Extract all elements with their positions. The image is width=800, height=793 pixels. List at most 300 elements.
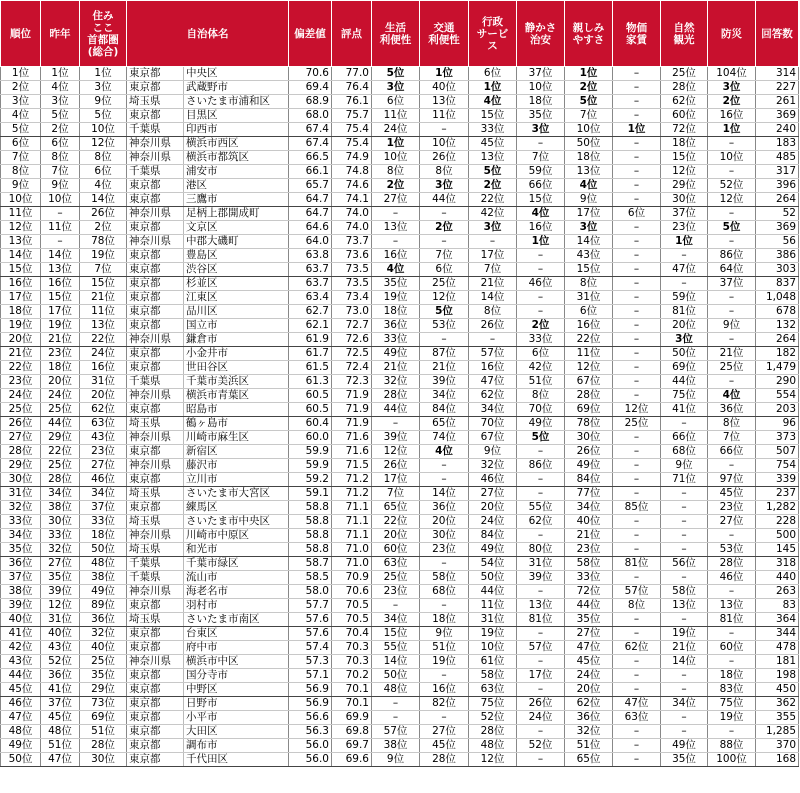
- cell-quiet-safety: 6位: [517, 347, 565, 361]
- cell-respondents: 500: [756, 529, 799, 543]
- cell-friendliness: 45位: [565, 655, 613, 669]
- cell-deviation: 58.7: [289, 557, 332, 571]
- cell-price-rent: –: [613, 571, 661, 585]
- cell-nature-tourism: –: [661, 515, 708, 529]
- cell-rank: 35位: [1, 543, 41, 557]
- cell-admin-service: 3位: [469, 221, 517, 235]
- cell-municipality-name: 豊島区: [184, 249, 289, 263]
- cell-nature-tourism: 1位: [661, 235, 708, 249]
- cell-friendliness: 43位: [565, 249, 613, 263]
- cell-quiet-safety: –: [517, 627, 565, 641]
- cell-respondents: 264: [756, 333, 799, 347]
- cell-admin-service: 44位: [469, 585, 517, 599]
- cell-score: 70.5: [332, 613, 372, 627]
- cell-admin-service: 9位: [469, 445, 517, 459]
- cell-nature-tourism: 13位: [661, 599, 708, 613]
- cell-living-convenience: 13位: [372, 221, 420, 235]
- cell-transport-convenience: 53位: [420, 319, 469, 333]
- cell-disaster-prevention: –: [708, 375, 756, 389]
- cell-transport-convenience: –: [420, 459, 469, 473]
- cell-transport-convenience: 13位: [420, 95, 469, 109]
- cell-living-convenience: 36位: [372, 319, 420, 333]
- cell-price-rent: –: [613, 291, 661, 305]
- cell-price-rent: –: [613, 669, 661, 683]
- cell-respondents: 203: [756, 403, 799, 417]
- cell-respondents: 1,048: [756, 291, 799, 305]
- cell-score: 72.6: [332, 333, 372, 347]
- header-last-year: 昨年: [41, 1, 80, 67]
- cell-transport-convenience: 45位: [420, 739, 469, 753]
- cell-living-convenience: 21位: [372, 361, 420, 375]
- cell-quiet-safety: 81位: [517, 613, 565, 627]
- cell-score: 74.1: [332, 193, 372, 207]
- cell-disaster-prevention: 60位: [708, 641, 756, 655]
- cell-deviation: 68.0: [289, 109, 332, 123]
- cell-sumikoko-rank: 29位: [80, 683, 127, 697]
- cell-price-rent: 8位: [613, 599, 661, 613]
- cell-score: 73.7: [332, 235, 372, 249]
- cell-rank: 30位: [1, 473, 41, 487]
- cell-admin-service: 26位: [469, 319, 517, 333]
- cell-admin-service: 14位: [469, 291, 517, 305]
- cell-deviation: 57.6: [289, 613, 332, 627]
- cell-living-convenience: –: [372, 235, 420, 249]
- table-row: [1, 655, 799, 669]
- cell-sumikoko-rank: 19位: [80, 249, 127, 263]
- cell-admin-service: 5位: [469, 165, 517, 179]
- cell-price-rent: –: [613, 725, 661, 739]
- cell-price-rent: –: [613, 137, 661, 151]
- cell-nature-tourism: 25位: [661, 67, 708, 81]
- cell-nature-tourism: 9位: [661, 459, 708, 473]
- cell-disaster-prevention: 37位: [708, 277, 756, 291]
- cell-prefecture: 千葉県: [127, 123, 184, 137]
- table-row: [1, 445, 799, 459]
- cell-transport-convenience: 12位: [420, 291, 469, 305]
- cell-transport-convenience: 9位: [420, 627, 469, 641]
- cell-friendliness: 26位: [565, 445, 613, 459]
- cell-price-rent: –: [613, 431, 661, 445]
- cell-admin-service: 63位: [469, 683, 517, 697]
- cell-rank: 6位: [1, 137, 41, 151]
- cell-deviation: 64.7: [289, 207, 332, 221]
- table-row: [1, 669, 799, 683]
- cell-admin-service: 50位: [469, 571, 517, 585]
- cell-price-rent: 85位: [613, 501, 661, 515]
- cell-nature-tourism: –: [661, 613, 708, 627]
- cell-price-rent: 1位: [613, 123, 661, 137]
- cell-admin-service: 7位: [469, 263, 517, 277]
- cell-transport-convenience: 87位: [420, 347, 469, 361]
- cell-sumikoko-rank: 63位: [80, 417, 127, 431]
- cell-respondents: 485: [756, 151, 799, 165]
- cell-prefecture: 神奈川県: [127, 207, 184, 221]
- cell-price-rent: –: [613, 319, 661, 333]
- cell-quiet-safety: 3位: [517, 123, 565, 137]
- cell-friendliness: 23位: [565, 543, 613, 557]
- cell-price-rent: –: [613, 333, 661, 347]
- cell-price-rent: –: [613, 627, 661, 641]
- cell-respondents: 1,285: [756, 725, 799, 739]
- cell-respondents: 228: [756, 515, 799, 529]
- cell-living-convenience: 10位: [372, 151, 420, 165]
- cell-transport-convenience: 11位: [420, 109, 469, 123]
- cell-municipality-name: 新宿区: [184, 445, 289, 459]
- cell-sumikoko-rank: 15位: [80, 277, 127, 291]
- cell-score: 71.2: [332, 487, 372, 501]
- cell-nature-tourism: –: [661, 725, 708, 739]
- table-row: [1, 711, 799, 725]
- table-row: [1, 697, 799, 711]
- cell-score: 76.4: [332, 81, 372, 95]
- cell-sumikoko-rank: 23位: [80, 445, 127, 459]
- cell-admin-service: 62位: [469, 389, 517, 403]
- cell-respondents: 198: [756, 669, 799, 683]
- cell-rank: 19位: [1, 319, 41, 333]
- cell-score: 74.6: [332, 179, 372, 193]
- cell-admin-service: 24位: [469, 515, 517, 529]
- cell-score: 74.0: [332, 207, 372, 221]
- cell-rank: 25位: [1, 403, 41, 417]
- table-row: [1, 515, 799, 529]
- cell-respondents: 318: [756, 557, 799, 571]
- cell-quiet-safety: 16位: [517, 221, 565, 235]
- cell-respondents: 369: [756, 221, 799, 235]
- cell-municipality-name: 渋谷区: [184, 263, 289, 277]
- cell-municipality-name: 羽村市: [184, 599, 289, 613]
- cell-last-year: 3位: [41, 95, 80, 109]
- cell-prefecture: 東京都: [127, 753, 184, 767]
- cell-sumikoko-rank: 48位: [80, 557, 127, 571]
- cell-transport-convenience: 27位: [420, 725, 469, 739]
- cell-living-convenience: 3位: [372, 81, 420, 95]
- cell-transport-convenience: –: [420, 599, 469, 613]
- cell-friendliness: 47位: [565, 641, 613, 655]
- cell-living-convenience: 20位: [372, 529, 420, 543]
- cell-deviation: 64.7: [289, 193, 332, 207]
- cell-sumikoko-rank: 49位: [80, 585, 127, 599]
- cell-respondents: 1,479: [756, 361, 799, 375]
- cell-living-convenience: 26位: [372, 459, 420, 473]
- cell-respondents: 450: [756, 683, 799, 697]
- cell-score: 71.1: [332, 501, 372, 515]
- cell-score: 72.5: [332, 347, 372, 361]
- cell-nature-tourism: –: [661, 571, 708, 585]
- cell-prefecture: 埼玉県: [127, 487, 184, 501]
- cell-prefecture: 神奈川県: [127, 333, 184, 347]
- cell-quiet-safety: 10位: [517, 81, 565, 95]
- cell-rank: 41位: [1, 627, 41, 641]
- header-respondents: 回答数: [756, 1, 799, 67]
- cell-admin-service: 1位: [469, 81, 517, 95]
- cell-sumikoko-rank: 46位: [80, 473, 127, 487]
- cell-deviation: 63.7: [289, 263, 332, 277]
- cell-respondents: 83: [756, 599, 799, 613]
- cell-transport-convenience: –: [420, 123, 469, 137]
- cell-municipality-name: 府中市: [184, 641, 289, 655]
- cell-admin-service: 12位: [469, 753, 517, 767]
- cell-friendliness: 6位: [565, 305, 613, 319]
- cell-sumikoko-rank: 51位: [80, 725, 127, 739]
- cell-rank: 4位: [1, 109, 41, 123]
- cell-prefecture: 東京都: [127, 445, 184, 459]
- cell-price-rent: –: [613, 151, 661, 165]
- cell-score: 77.0: [332, 67, 372, 81]
- cell-sumikoko-rank: 36位: [80, 613, 127, 627]
- cell-quiet-safety: 59位: [517, 165, 565, 179]
- cell-last-year: 45位: [41, 711, 80, 725]
- cell-score: 70.5: [332, 599, 372, 613]
- cell-nature-tourism: 19位: [661, 627, 708, 641]
- cell-transport-convenience: 25位: [420, 277, 469, 291]
- table-row: [1, 319, 799, 333]
- cell-living-convenience: 8位: [372, 165, 420, 179]
- cell-quiet-safety: –: [517, 263, 565, 277]
- cell-rank: 31位: [1, 487, 41, 501]
- cell-sumikoko-rank: 1位: [80, 67, 127, 81]
- cell-transport-convenience: –: [420, 669, 469, 683]
- cell-quiet-safety: 52位: [517, 739, 565, 753]
- cell-friendliness: 18位: [565, 151, 613, 165]
- cell-price-rent: –: [613, 459, 661, 473]
- cell-sumikoko-rank: 32位: [80, 627, 127, 641]
- cell-disaster-prevention: –: [708, 655, 756, 669]
- cell-price-rent: –: [613, 753, 661, 767]
- cell-prefecture: 東京都: [127, 221, 184, 235]
- cell-sumikoko-rank: 24位: [80, 347, 127, 361]
- cell-deviation: 59.2: [289, 473, 332, 487]
- table-row: [1, 67, 799, 81]
- cell-friendliness: 14位: [565, 235, 613, 249]
- cell-respondents: 554: [756, 389, 799, 403]
- cell-price-rent: –: [613, 81, 661, 95]
- cell-municipality-name: さいたま市南区: [184, 613, 289, 627]
- cell-friendliness: 16位: [565, 319, 613, 333]
- cell-score: 70.6: [332, 585, 372, 599]
- cell-disaster-prevention: 4位: [708, 389, 756, 403]
- cell-last-year: 35位: [41, 571, 80, 585]
- cell-prefecture: 千葉県: [127, 375, 184, 389]
- cell-sumikoko-rank: 14位: [80, 193, 127, 207]
- header-quiet-safety: 静かさ 治安: [517, 1, 565, 67]
- cell-prefecture: 東京都: [127, 109, 184, 123]
- cell-rank: 21位: [1, 347, 41, 361]
- cell-score: 70.3: [332, 641, 372, 655]
- cell-admin-service: 13位: [469, 151, 517, 165]
- cell-quiet-safety: –: [517, 753, 565, 767]
- cell-last-year: 36位: [41, 669, 80, 683]
- cell-price-rent: –: [613, 613, 661, 627]
- cell-prefecture: 神奈川県: [127, 137, 184, 151]
- cell-friendliness: 2位: [565, 81, 613, 95]
- cell-transport-convenience: 2位: [420, 221, 469, 235]
- cell-sumikoko-rank: 62位: [80, 403, 127, 417]
- cell-price-rent: –: [613, 375, 661, 389]
- cell-deviation: 58.8: [289, 543, 332, 557]
- cell-nature-tourism: 41位: [661, 403, 708, 417]
- cell-last-year: 29位: [41, 431, 80, 445]
- cell-score: 73.4: [332, 291, 372, 305]
- cell-price-rent: –: [613, 305, 661, 319]
- cell-municipality-name: 小金井市: [184, 347, 289, 361]
- cell-nature-tourism: –: [661, 669, 708, 683]
- cell-rank: 7位: [1, 151, 41, 165]
- cell-score: 71.6: [332, 431, 372, 445]
- cell-score: 73.0: [332, 305, 372, 319]
- cell-transport-convenience: –: [420, 207, 469, 221]
- cell-rank: 32位: [1, 501, 41, 515]
- cell-living-convenience: 44位: [372, 403, 420, 417]
- cell-deviation: 64.6: [289, 221, 332, 235]
- cell-friendliness: 72位: [565, 585, 613, 599]
- cell-score: 70.3: [332, 655, 372, 669]
- cell-admin-service: 4位: [469, 95, 517, 109]
- cell-living-convenience: 60位: [372, 543, 420, 557]
- cell-quiet-safety: 13位: [517, 599, 565, 613]
- cell-rank: 20位: [1, 333, 41, 347]
- cell-admin-service: 47位: [469, 375, 517, 389]
- table-row: [1, 81, 799, 95]
- cell-price-rent: 63位: [613, 711, 661, 725]
- cell-admin-service: –: [469, 235, 517, 249]
- cell-prefecture: 東京都: [127, 305, 184, 319]
- cell-municipality-name: 武蔵野市: [184, 81, 289, 95]
- cell-deviation: 56.0: [289, 753, 332, 767]
- cell-friendliness: 31位: [565, 291, 613, 305]
- cell-friendliness: 62位: [565, 697, 613, 711]
- cell-nature-tourism: 62位: [661, 95, 708, 109]
- cell-quiet-safety: 18位: [517, 95, 565, 109]
- cell-admin-service: 31位: [469, 613, 517, 627]
- cell-score: 74.0: [332, 221, 372, 235]
- cell-sumikoko-rank: 31位: [80, 375, 127, 389]
- cell-prefecture: 東京都: [127, 361, 184, 375]
- cell-living-convenience: 6位: [372, 95, 420, 109]
- cell-quiet-safety: 57位: [517, 641, 565, 655]
- cell-friendliness: 77位: [565, 487, 613, 501]
- cell-living-convenience: 48位: [372, 683, 420, 697]
- cell-transport-convenience: 1位: [420, 67, 469, 81]
- table-row: [1, 585, 799, 599]
- table-row: [1, 179, 799, 193]
- cell-municipality-name: 鎌倉市: [184, 333, 289, 347]
- cell-last-year: 19位: [41, 319, 80, 333]
- cell-municipality-name: 国分寺市: [184, 669, 289, 683]
- header-rank: 順位: [1, 1, 41, 67]
- cell-transport-convenience: 14位: [420, 487, 469, 501]
- cell-admin-service: 84位: [469, 529, 517, 543]
- cell-respondents: 240: [756, 123, 799, 137]
- table-row: [1, 375, 799, 389]
- cell-last-year: –: [41, 207, 80, 221]
- cell-friendliness: 10位: [565, 123, 613, 137]
- cell-friendliness: 51位: [565, 739, 613, 753]
- cell-price-rent: –: [613, 165, 661, 179]
- cell-sumikoko-rank: 38位: [80, 571, 127, 585]
- cell-transport-convenience: –: [420, 711, 469, 725]
- cell-deviation: 63.4: [289, 291, 332, 305]
- cell-municipality-name: 練馬区: [184, 501, 289, 515]
- cell-prefecture: 千葉県: [127, 165, 184, 179]
- cell-quiet-safety: 49位: [517, 417, 565, 431]
- cell-transport-convenience: 20位: [420, 515, 469, 529]
- cell-disaster-prevention: –: [708, 207, 756, 221]
- cell-admin-service: 32位: [469, 459, 517, 473]
- cell-transport-convenience: 4位: [420, 445, 469, 459]
- cell-sumikoko-rank: 9位: [80, 95, 127, 109]
- cell-transport-convenience: 18位: [420, 613, 469, 627]
- cell-transport-convenience: 74位: [420, 431, 469, 445]
- cell-quiet-safety: –: [517, 445, 565, 459]
- table-row: [1, 431, 799, 445]
- cell-deviation: 67.4: [289, 137, 332, 151]
- cell-transport-convenience: 28位: [420, 753, 469, 767]
- cell-transport-convenience: 36位: [420, 501, 469, 515]
- cell-municipality-name: 大田区: [184, 725, 289, 739]
- cell-living-convenience: 16位: [372, 249, 420, 263]
- cell-friendliness: 30位: [565, 431, 613, 445]
- cell-respondents: 132: [756, 319, 799, 333]
- cell-municipality-name: 鶴ヶ島市: [184, 417, 289, 431]
- cell-disaster-prevention: 13位: [708, 599, 756, 613]
- cell-sumikoko-rank: 25位: [80, 655, 127, 669]
- cell-score: 75.7: [332, 109, 372, 123]
- cell-deviation: 56.3: [289, 725, 332, 739]
- cell-deviation: 70.6: [289, 67, 332, 81]
- cell-deviation: 56.6: [289, 711, 332, 725]
- cell-prefecture: 神奈川県: [127, 585, 184, 599]
- cell-sumikoko-rank: 43位: [80, 431, 127, 445]
- cell-last-year: 32位: [41, 543, 80, 557]
- cell-friendliness: 44位: [565, 599, 613, 613]
- cell-friendliness: 17位: [565, 207, 613, 221]
- cell-sumikoko-rank: 35位: [80, 669, 127, 683]
- cell-last-year: 18位: [41, 361, 80, 375]
- cell-quiet-safety: 42位: [517, 361, 565, 375]
- cell-admin-service: 10位: [469, 641, 517, 655]
- cell-municipality-name: 昭島市: [184, 403, 289, 417]
- cell-admin-service: 20位: [469, 501, 517, 515]
- cell-price-rent: –: [613, 543, 661, 557]
- cell-nature-tourism: 30位: [661, 193, 708, 207]
- cell-score: 71.0: [332, 557, 372, 571]
- cell-living-convenience: –: [372, 417, 420, 431]
- cell-municipality-name: 文京区: [184, 221, 289, 235]
- cell-last-year: 47位: [41, 753, 80, 767]
- cell-living-convenience: 9位: [372, 753, 420, 767]
- cell-sumikoko-rank: 7位: [80, 263, 127, 277]
- cell-nature-tourism: 50位: [661, 347, 708, 361]
- cell-prefecture: 東京都: [127, 641, 184, 655]
- cell-deviation: 56.9: [289, 683, 332, 697]
- table-row: [1, 683, 799, 697]
- cell-friendliness: 15位: [565, 263, 613, 277]
- cell-quiet-safety: 2位: [517, 319, 565, 333]
- cell-transport-convenience: 3位: [420, 179, 469, 193]
- cell-transport-convenience: 58位: [420, 571, 469, 585]
- cell-price-rent: 57位: [613, 585, 661, 599]
- cell-quiet-safety: 37位: [517, 67, 565, 81]
- cell-rank: 37位: [1, 571, 41, 585]
- cell-nature-tourism: 81位: [661, 305, 708, 319]
- table-row: [1, 473, 799, 487]
- cell-disaster-prevention: –: [708, 235, 756, 249]
- cell-score: 73.5: [332, 263, 372, 277]
- cell-nature-tourism: –: [661, 277, 708, 291]
- cell-price-rent: –: [613, 515, 661, 529]
- cell-last-year: 33位: [41, 529, 80, 543]
- cell-living-convenience: 49位: [372, 347, 420, 361]
